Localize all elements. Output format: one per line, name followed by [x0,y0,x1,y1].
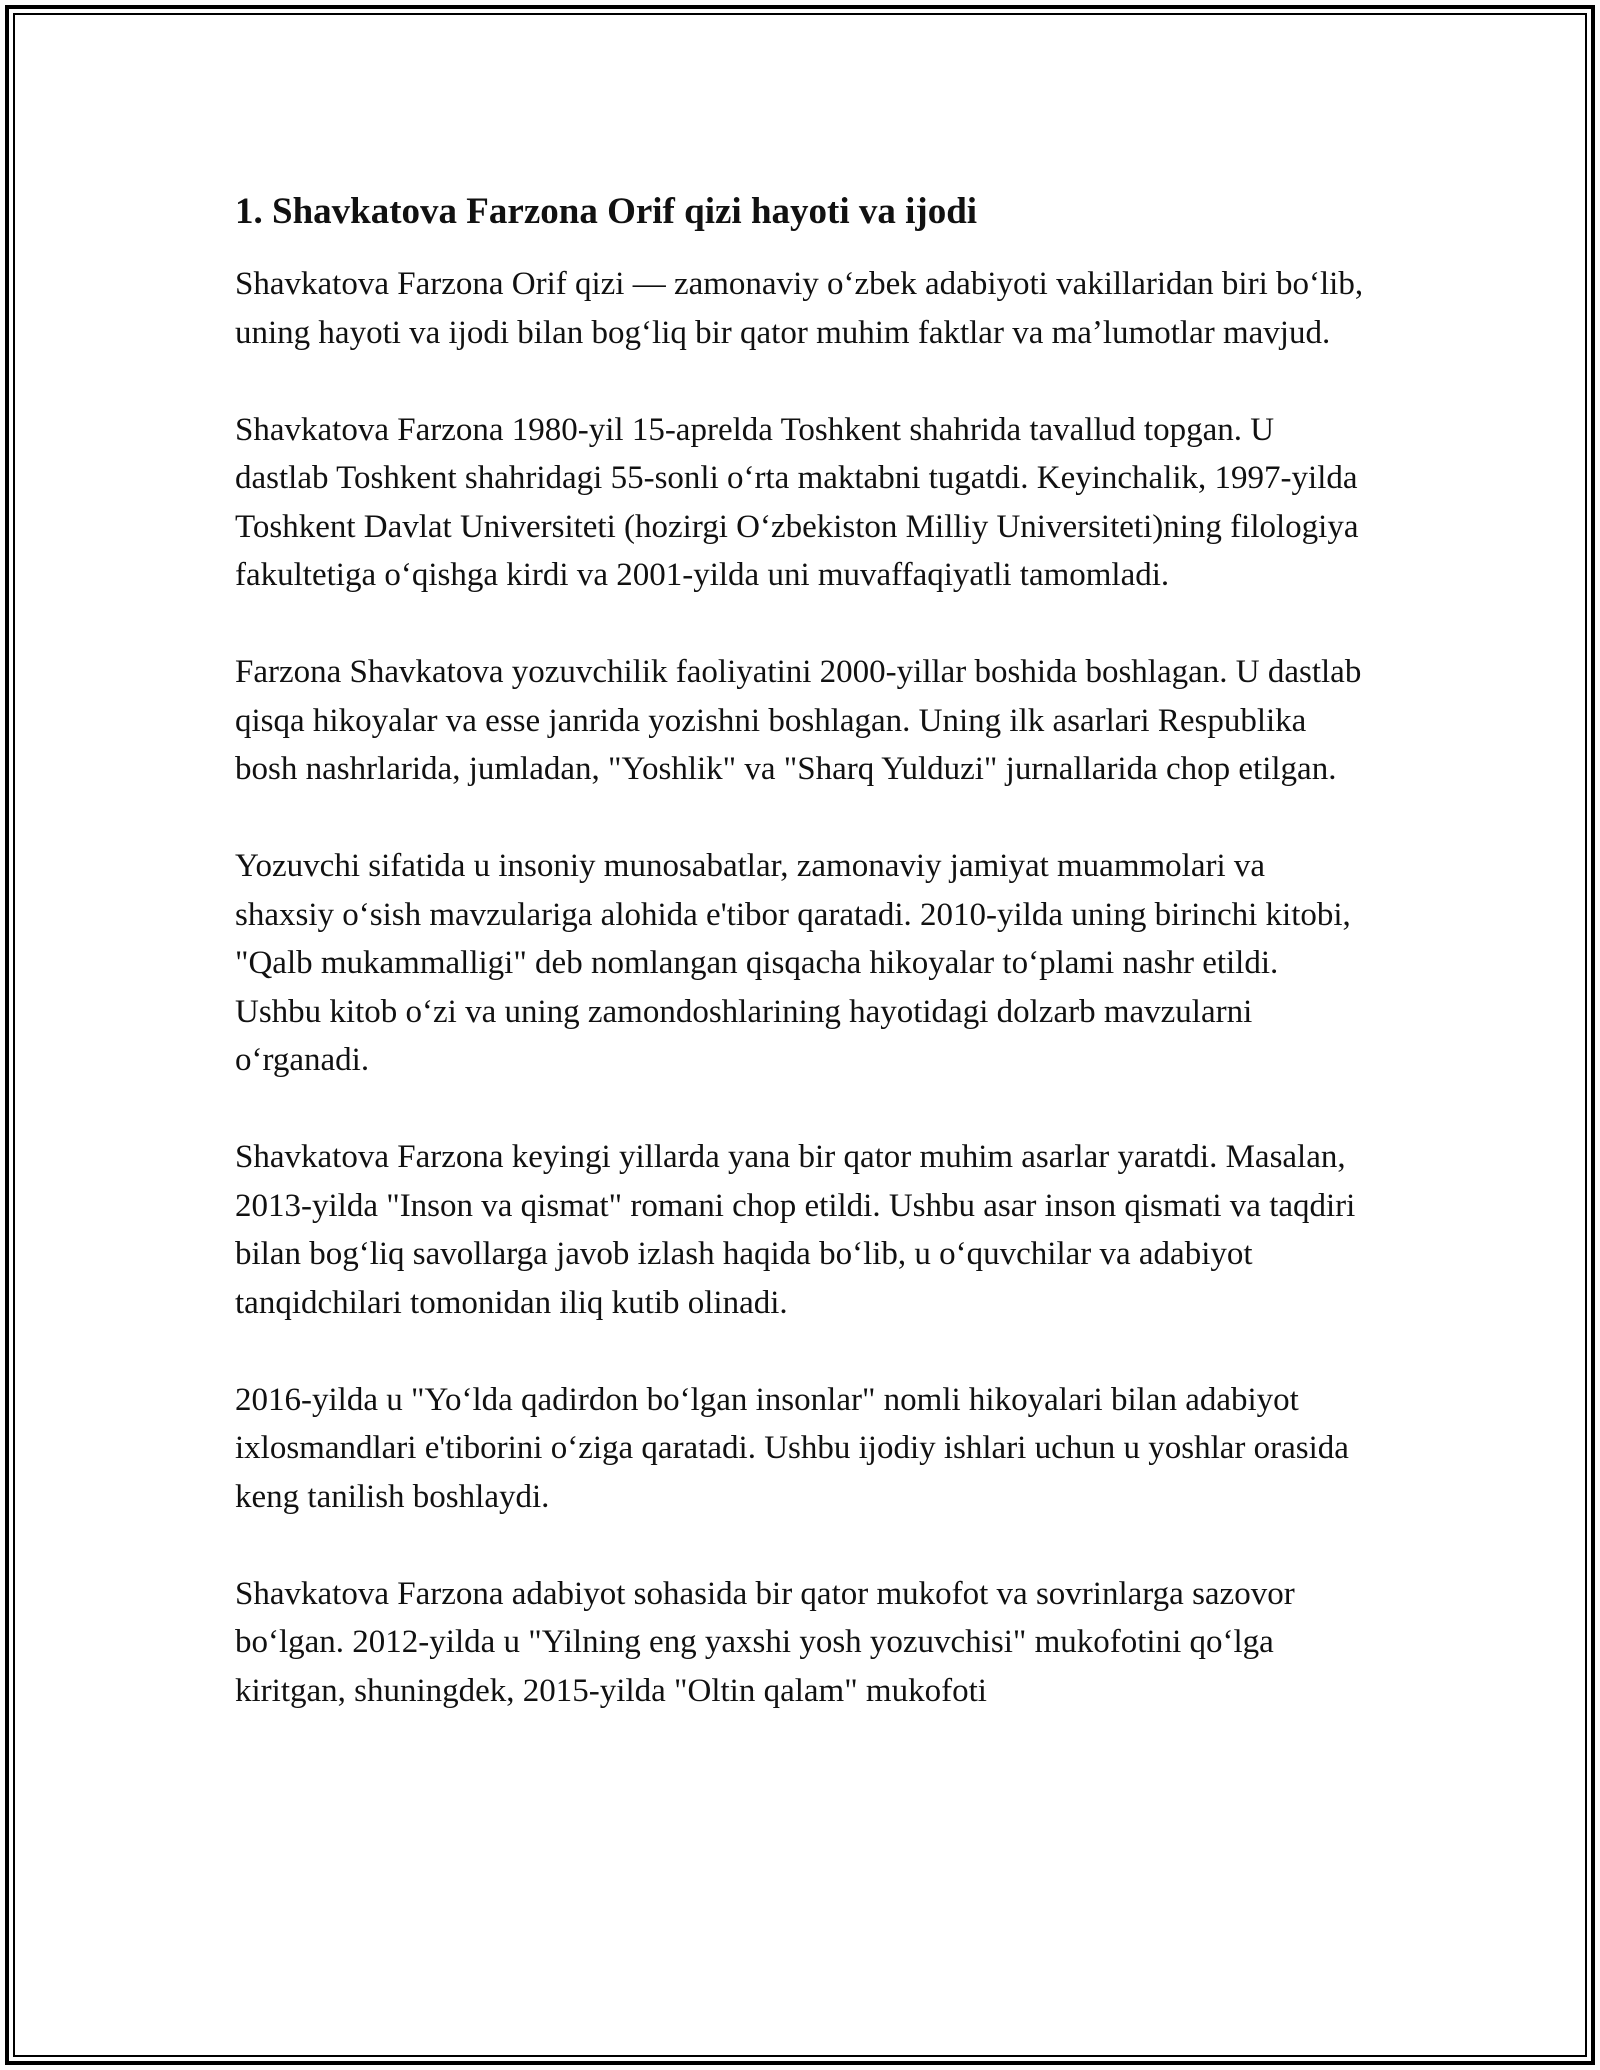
document-title: 1. Shavkatova Farzona Orif qizi hayoti va ijodi [235,191,978,232]
paragraph-later-works: Shavkatova Farzona keyingi yillarda yana bir qator muhim asarlar yaratdi. Masalan, 2013-yilda "Inson va qismat" romani chop etildi. Ushbu asar inson qismati va taqdiri bilan bogʻliq savollarga javob izlash haqida boʻlib, u oʻquvchilar va adabiyot tanqidchilari tomonidan iliq kutib olinadi. [235,1139,1356,1321]
paragraph-early-life: Shavkatova Farzona 1980-yil 15-aprelda Toshkent shahrida tavallud topgan. U dastlab Toshkent shahridagi 55-sonli oʻrta maktabni tugatdi. Keyinchalik, 1997-yilda Toshkent Davlat Universiteti (hozirgi Oʻzbekiston Milliy Universiteti)ning filologiya fakultetiga oʻqishga kirdi va 2001-yilda uni muvaffaqiyatli tamomladi. [235,411,1359,593]
paragraph-themes: Yozuvchi sifatida u insoniy munosabatlar, zamonaviy jamiyat muammolari va shaxsiy oʻsish mavzulariga alohida e'tibor qaratadi. 2010-yilda uning birinchi kitobi, "Qalb mukammalligi" deb nomlangan qisqacha hikoyalar toʻplami nashr etildi. Ushbu kitob oʻzi va uning zamondoshlarining hayotidagi dolzarb mavzularni oʻrganadi. [235,848,1351,1078]
paragraph-writing-start: Farzona Shavkatova yozuvchilik faoliyatini 2000-yillar boshida boshlagan. U dastlab qisqa hikoyalar va esse janrida yozishni boshlagan. Uning ilk asarlari Respublika bosh nashrlarida, jumladan, "Yoshlik" va "Sharq Yulduzi" jurnallarida chop etilgan. [235,654,1362,787]
paragraph-awards: Shavkatova Farzona adabiyot sohasida bir qator mukofot va sovrinlarga sazovor boʻlgan. 2012-yilda u "Yilning eng yaxshi yosh yozuvchisi" mukofotini qoʻlga kiritgan, shuningdek, 2015-yilda "Oltin qalam" mukofoti [235,1575,1295,1709]
paragraph-2016: 2016-yilda u "Yoʻlda qadirdon boʻlgan insonlar" nomli hikoyalari bilan adabiyot ixlosmandlari e'tiborini oʻziga qaratadi. Ushbu ijodiy ishlari uchun u yoshlar orasida keng tanilish boshlaydi. [235,1381,1349,1515]
document-body [235,188,1365,1715]
paragraph-intro: Shavkatova Farzona Orif qizi — zamonaviy oʻzbek adabiyoti vakillaridan biri boʻlib, uning hayoti va ijodi bilan bogʻliq bir qator muhim faktlar va maʼlumotlar mavjud. [235,266,1364,351]
